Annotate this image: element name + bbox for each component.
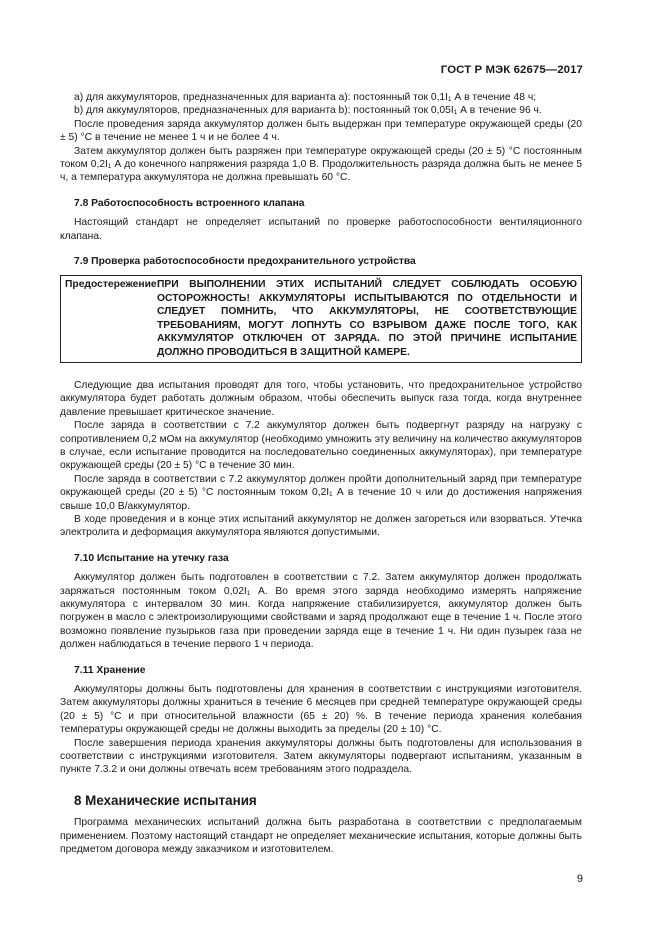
paragraph: После завершения периода хранения аккумуляторы должны быть подготовлены для использования в соответствии с инструкциями изготовителя. Затем аккумуляторы подвергают испытаниям, указанным в пункте 7.3.2 и они должны отвечать всем требованиям этого подраздела. — [60, 737, 582, 776]
section-heading-7-11: 7.11 Хранение — [74, 664, 146, 676]
section-heading-8: 8 Механические испытания — [74, 792, 257, 808]
section-heading-7-10: 7.10 Испытание на утечку газа — [74, 552, 229, 564]
paragraph: Программа механических испытаний должна быть разработана в соответствии с предполагаемым применением. Поэтому настоящий стандарт не определяет механические испытания, которые должны быть предметом договора между заказчиком и изготовителем. — [60, 817, 582, 856]
paragraph: Аккумуляторы должны быть подготовлены для хранения в соответствии с инструкциями изготовителя. Затем аккумуляторы должны храниться в течение 6 месяцев при средней температуре окружающей среды (20 ± 5) °С и при относительной влажности (65 ± 20) %. В течение периода хранения колебания температуры окружающей среды не должны выходить за пределы (20 ± 10) °С. — [60, 684, 582, 736]
paragraph: Настоящий стандарт не определяет испытаний по проверке работоспособности вентиляционного клапана. — [60, 217, 582, 242]
paragraph: После заряда в соответствии с 7.2 аккумулятор должен пройти дополнительный заряд при температуре окружающей среды (20 ± 5) °С постоянным током 0,2I₁ А в течение 10 ч или до достижения напряжения свыше 10,0 В/аккумулятор. — [60, 473, 582, 512]
paragraph: Затем аккумулятор должен быть разряжен при температуре окружающей среды (20 ± 5) °С постоянным током 0,2I₁ А до конечного напряжения разряда 1,0 В. Продолжительность разряда должна быть не менее 5 ч, а температура аккумулятора не должна превышать 60 °С. — [60, 145, 582, 184]
list-item-a: а) для аккумуляторов, предназначенных для варианта а): постоянный ток 0,1I₁ А в течение 48 ч; — [74, 92, 537, 103]
list-item-b: b) для аккумуляторов, предназначенных для варианта b): постоянный ток 0,05I₁ А в течение 96 ч. — [74, 105, 542, 117]
warning-box — [60, 275, 582, 362]
warning-label: Предостережение: — [65, 279, 161, 291]
paragraph: После проведения заряда аккумулятор должен быть выдержан при температуре окружающей среды (20 ± 5) °С в течение не менее 1 ч и не более 4 ч. — [60, 118, 582, 144]
warning-text: ПРИ ВЫПОЛНЕНИИ ЭТИХ ИСПЫТАНИЙ СЛЕДУЕТ СОБЛЮДАТЬ ОСОБУЮ ОСТОРОЖНОСТЬ! АККУМУЛЯТОРЫ ИСПЫТЫВАЮТСЯ ПО ОТДЕЛЬНОСТИ И СЛЕДУЕТ ПОМНИТЬ, ЧТО АККУМУЛЯТОРЫ, НЕ СООТВЕТСТВУЮЩИЕ ТРЕБОВАНИЯМ, МОГУТ ЛОПНУТЬ СО ВЗРЫВОМ ДАЖЕ ПОСЛЕ ТОГО, КАК АККУМУЛЯТОР ОТКЛЮЧЕН ОТ ЗАРЯДА. ПО ЭТОЙ ПРИЧИНЕ ИСПЫТАНИЕ ДОЛЖНО ПРОВОДИТЬСЯ В ЗАЩИТНОЙ КАМЕРЕ. — [157, 279, 577, 358]
paragraph: В ходе проведения и в конце этих испытаний аккумулятор не должен загореться или взорваться. Утечка электролита и деформация аккумулятора являются допустимыми. — [60, 513, 582, 539]
section-heading-7-9: 7.9 Проверка работоспособности предохранительного устройства — [74, 256, 416, 268]
paragraph: После заряда в соответствии с 7.2 аккумулятор должен быть подвергнут разряду на нагрузку с сопротивлением 0,2 мОм на аккумулятор (необходимо умножить эту величину на количество аккумуляторов в случае, если испытание проводится на последовательно соединенных аккумуляторах), при температуре окружающей среды (20 ± 5) °С в течение 30 мин. — [60, 420, 582, 472]
paragraph: Следующие два испытания проводят для того, чтобы установить, что предохранительное устройство аккумулятора будет работать должным образом, чтобы обеспечить выпуск газа тогда, когда внутреннее давление превышает критическое значение. — [60, 379, 582, 418]
paragraph: Аккумулятор должен быть подготовлен в соответствии с 7.2. Затем аккумулятор должен продолжать заряжаться постоянным током 0,02I₁ А. Во время этого заряда необходимо измерять напряжение аккумулятора с интервалом 30 мин. Когда напряжение стабилизируется, аккумулятор должен быть погружен в масло с электроизолирующими свойствами и заряд продолжают еще в течение 1 ч. После этого возможно появление пузырьков газа при проведении заряда еще в течение 1 ч. Ни один пузырек газа не должен наблюдаться в течение первого 1 ч периода. — [60, 572, 582, 651]
page-body — [60, 91, 582, 857]
section-heading-7-8: 7.8 Работоспособность встроенного клапана — [74, 197, 305, 209]
page-number: 9 — [576, 873, 583, 885]
document-header: ГОСТ Р МЭК 62675—2017 — [440, 64, 583, 76]
